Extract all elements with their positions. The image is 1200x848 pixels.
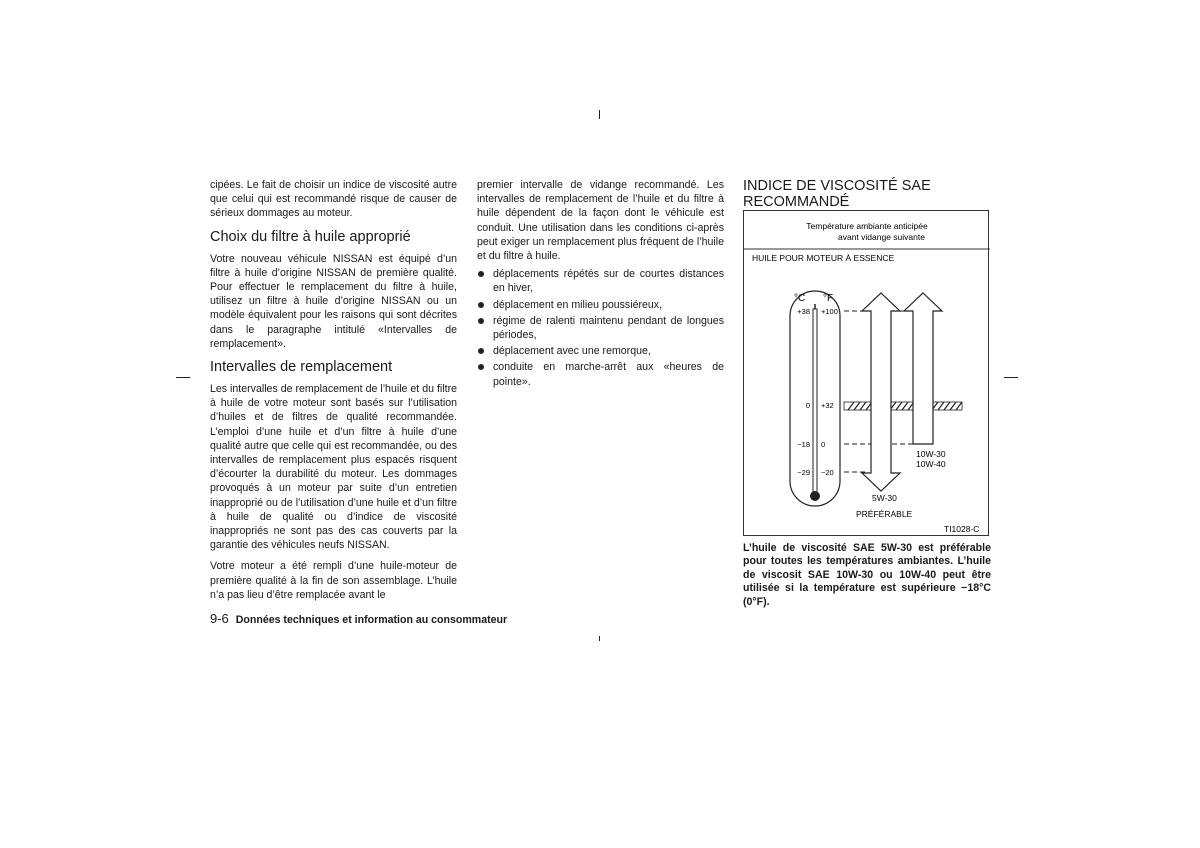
list-item: régime de ralenti maintenu pendant de longues périodes,: [477, 314, 724, 342]
bullet-icon: [478, 302, 484, 308]
figure-code: TI1028-C: [944, 524, 980, 534]
crop-mark-bottom: [599, 636, 600, 641]
left-column: [210, 178, 457, 609]
celsius-tick: +38: [797, 307, 810, 316]
intro-paragraph: cipées. Le fait de choisir un indice de viscosité autre que celui qui est recommandé risque de causer de sérieux dommages au moteur.: [210, 179, 457, 220]
page-footer: [210, 611, 507, 626]
celsius-tick: 0: [805, 401, 810, 410]
figure-header-line2: avant vidange suivante: [838, 232, 925, 242]
intervals-paragraph: Les intervalles de remplacement de l’huile et du filtre à huile de votre moteur sont basés sur l’utilisation d’huiles et de filtres de qualité recommandée. L’emploi d’une huile et d’un filtre à huile d’une qualité autre que celle qui est recommandée, ou des intervalles de remplacement plus espacés risquent d’écourter la durabilité du moteur. Les dommages provoqués à un moteur par suite d’un entretien inapproprié ou de l’utilisation d’une huile et d’un filtre à huile de qualité ou d’indice de viscosité inappropriés ne sont pas des cas couverts par la garantie des véhicules neufs NISSAN.: [210, 383, 457, 552]
middle-intro-paragraph: premier intervalle de vidange recommandé. Les intervalles de remplacement de l’huile et du filtre à huile dépendent de la façon dont le véhicule est conduit. Une utilisation dans les conditions ci-après peut exiger un remplacement plus fréquent de l’huile et du filtre à huile.: [477, 179, 724, 263]
figure-caption: L’huile de viscosité SAE 5W-30 est préférable pour toutes les températures ambiantes. L’huile de viscosit SAE 10W-30 ou 10W-40 peut être utilisée si la température est supérieure −18°C (0°F).: [743, 542, 991, 608]
filter-paragraph: Votre nouveau véhicule NISSAN est équipé d’un filtre à huile d’origine NISSAN de première qualité. Pour effectuer le remplacement du filtre à huile, utilisez un filtre à huile d’origine NISSAN ou un modèle équivalent pour les raisons qui sont décrites dans le paragraphe intitulé «Intervalles de remplacement».: [210, 252, 457, 350]
thermometer-bulb: [810, 491, 820, 501]
crop-mark-right: [1004, 377, 1018, 378]
thermometer-tube: [813, 309, 817, 495]
figure-header-line1: Température ambiante anticipée: [806, 221, 928, 231]
viscosity-figure: [743, 210, 989, 536]
unit-celsius: °C: [794, 293, 806, 304]
section-title: INDICE DE VISCOSITÉ SAE RECOMMANDÉ: [743, 178, 931, 210]
fahrenheit-tick: +100: [821, 307, 838, 316]
condition-list: [477, 267, 724, 389]
bullet-icon: [478, 364, 484, 370]
arrow-10w30-10w40: [904, 293, 942, 444]
viscosity-chart: [744, 211, 990, 537]
label-5w30: 5W-30: [872, 493, 897, 503]
celsius-tick: −18: [797, 440, 810, 449]
list-item: déplacement en milieu poussiéreux,: [477, 298, 724, 312]
bullet-icon: [478, 271, 484, 277]
arrow-5w30: [862, 293, 900, 491]
fahrenheit-tick: +32: [821, 401, 834, 410]
heading-intervals: Intervalles de remplacement: [210, 359, 393, 376]
heading-oil-filter: Choix du filtre à huile approprié: [210, 228, 411, 245]
footer-section-title: Données techniques et information au consommateur: [235, 614, 508, 626]
bullet-icon: [478, 318, 484, 324]
list-item: déplacement avec une remorque,: [477, 344, 724, 358]
freezing-band: [844, 402, 962, 410]
fahrenheit-tick: −20: [821, 468, 834, 477]
crop-mark-left: [176, 377, 190, 378]
filled-paragraph: Votre moteur a été rempli d’une huile-moteur de première qualité à la fin de son assemblage. L’huile n’a pas lieu d’être remplacée avant le: [210, 560, 457, 601]
page-number: 9-6: [210, 611, 229, 626]
crop-mark-top: [599, 110, 600, 119]
label-preferred: PRÉFÉRABLE: [856, 509, 913, 519]
middle-column: [477, 178, 724, 391]
bullet-icon: [478, 348, 484, 354]
fahrenheit-tick: 0: [821, 440, 826, 449]
list-item: déplacements répétés sur de courtes distances en hiver,: [477, 267, 724, 295]
label-10w40: 10W-40: [916, 459, 946, 469]
label-10w30: 10W-30: [916, 449, 946, 459]
celsius-tick: −29: [797, 468, 810, 477]
unit-fahrenheit: °F: [823, 293, 834, 304]
list-item: conduite en marche-arrêt aux «heures de pointe».: [477, 360, 724, 388]
figure-subheader: HUILE POUR MOTEUR À ESSENCE: [752, 253, 895, 263]
